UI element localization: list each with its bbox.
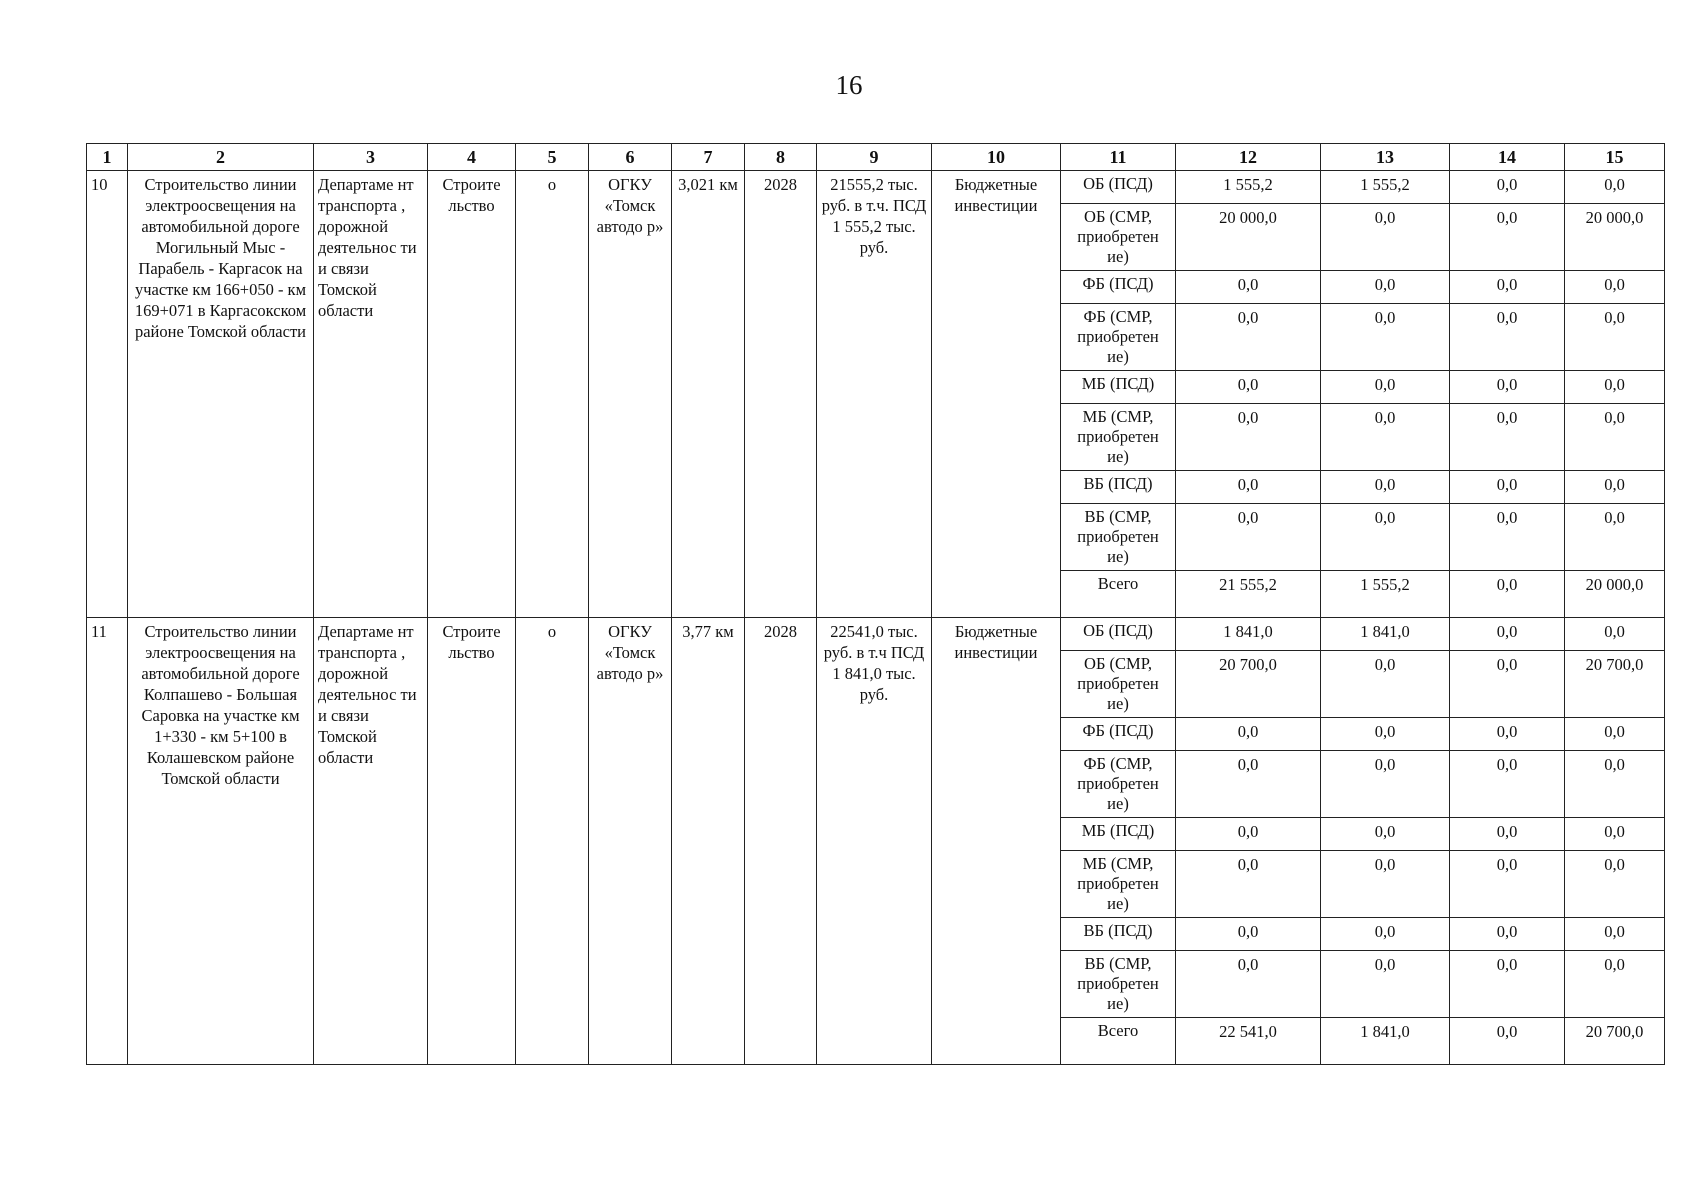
investment-table <box>86 143 1665 1065</box>
project-customer: ОГКУ «Томск автодо р» <box>589 618 672 1065</box>
col-header: 4 <box>428 144 516 171</box>
value-col15: 0,0 <box>1565 918 1665 951</box>
value-col15: 20 000,0 <box>1565 571 1665 618</box>
value-col14: 0,0 <box>1450 618 1565 651</box>
col-header: 7 <box>672 144 745 171</box>
value-col15: 20 700,0 <box>1565 1018 1665 1065</box>
funding-source: ОБ (СМР, приобретен ие) <box>1061 204 1176 271</box>
value-col13: 1 841,0 <box>1321 618 1450 651</box>
value-col14: 0,0 <box>1450 818 1565 851</box>
value-col12: 0,0 <box>1176 851 1321 918</box>
value-col13: 1 555,2 <box>1321 571 1450 618</box>
value-col14: 0,0 <box>1450 371 1565 404</box>
col-header: 6 <box>589 144 672 171</box>
col-header: 3 <box>314 144 428 171</box>
project-customer: ОГКУ «Томск автодо р» <box>589 171 672 618</box>
value-col13: 0,0 <box>1321 918 1450 951</box>
project-number: 11 <box>87 618 128 1065</box>
funding-source: МБ (СМР, приобретен ие) <box>1061 851 1176 918</box>
col-header: 1 <box>87 144 128 171</box>
value-col15: 0,0 <box>1565 171 1665 204</box>
value-col13: 0,0 <box>1321 751 1450 818</box>
value-col13: 0,0 <box>1321 718 1450 751</box>
value-col14: 0,0 <box>1450 1018 1565 1065</box>
project-cost: 22541,0 тыс. руб. в т.ч ПСД 1 841,0 тыс. руб. <box>817 618 932 1065</box>
table-body <box>87 171 1665 1065</box>
value-col13: 1 555,2 <box>1321 171 1450 204</box>
value-col12: 20 700,0 <box>1176 651 1321 718</box>
value-col15: 0,0 <box>1565 471 1665 504</box>
value-col14: 0,0 <box>1450 271 1565 304</box>
col-header: 8 <box>745 144 817 171</box>
project-col5: о <box>516 171 589 618</box>
project-type: Строите льство <box>428 618 516 1065</box>
col-header: 11 <box>1061 144 1176 171</box>
col-header: 13 <box>1321 144 1450 171</box>
value-col14: 0,0 <box>1450 851 1565 918</box>
project-cost: 21555,2 тыс. руб. в т.ч. ПСД 1 555,2 тыс. руб. <box>817 171 932 618</box>
funding-source: ВБ (СМР, приобретен ие) <box>1061 951 1176 1018</box>
value-col14: 0,0 <box>1450 204 1565 271</box>
value-col13: 0,0 <box>1321 504 1450 571</box>
project-form: Бюджетные инвестиции <box>932 618 1061 1065</box>
value-col14: 0,0 <box>1450 504 1565 571</box>
funding-source: ОБ (СМР, приобретен ие) <box>1061 651 1176 718</box>
value-col12: 22 541,0 <box>1176 1018 1321 1065</box>
value-col15: 0,0 <box>1565 304 1665 371</box>
funding-source: ОБ (ПСД) <box>1061 618 1176 651</box>
value-col12: 21 555,2 <box>1176 571 1321 618</box>
value-col15: 0,0 <box>1565 504 1665 571</box>
project-department: Департаме нт транспорта , дорожной деятельнос ти и связи Томской области <box>314 171 428 618</box>
col-header: 12 <box>1176 144 1321 171</box>
value-col12: 0,0 <box>1176 371 1321 404</box>
value-col13: 0,0 <box>1321 651 1450 718</box>
value-col14: 0,0 <box>1450 304 1565 371</box>
value-col15: 20 000,0 <box>1565 204 1665 271</box>
value-col15: 0,0 <box>1565 404 1665 471</box>
col-header: 5 <box>516 144 589 171</box>
value-col14: 0,0 <box>1450 751 1565 818</box>
value-col13: 0,0 <box>1321 818 1450 851</box>
value-col12: 0,0 <box>1176 504 1321 571</box>
value-col12: 0,0 <box>1176 471 1321 504</box>
col-header: 10 <box>932 144 1061 171</box>
value-col13: 0,0 <box>1321 204 1450 271</box>
project-department: Департаме нт транспорта , дорожной деятельнос ти и связи Томской области <box>314 618 428 1065</box>
funding-source: ВБ (СМР, приобретен ие) <box>1061 504 1176 571</box>
value-col12: 0,0 <box>1176 818 1321 851</box>
value-col15: 0,0 <box>1565 718 1665 751</box>
value-col12: 0,0 <box>1176 918 1321 951</box>
value-col12: 0,0 <box>1176 271 1321 304</box>
project-year: 2028 <box>745 171 817 618</box>
value-col13: 0,0 <box>1321 471 1450 504</box>
value-col13: 0,0 <box>1321 851 1450 918</box>
project-col5: о <box>516 618 589 1065</box>
funding-source-total: Всего <box>1061 1018 1176 1065</box>
col-header: 15 <box>1565 144 1665 171</box>
value-col14: 0,0 <box>1450 718 1565 751</box>
value-col12: 20 000,0 <box>1176 204 1321 271</box>
funding-source: МБ (ПСД) <box>1061 818 1176 851</box>
project-form: Бюджетные инвестиции <box>932 171 1061 618</box>
table-row <box>87 171 1665 204</box>
funding-source: ОБ (ПСД) <box>1061 171 1176 204</box>
project-capacity: 3,021 км <box>672 171 745 618</box>
funding-source: ВБ (ПСД) <box>1061 918 1176 951</box>
table-row <box>87 618 1665 651</box>
funding-source: ФБ (СМР, приобретен ие) <box>1061 304 1176 371</box>
value-col13: 0,0 <box>1321 404 1450 471</box>
funding-source: ФБ (ПСД) <box>1061 718 1176 751</box>
value-col14: 0,0 <box>1450 651 1565 718</box>
value-col14: 0,0 <box>1450 918 1565 951</box>
value-col15: 0,0 <box>1565 618 1665 651</box>
project-year: 2028 <box>745 618 817 1065</box>
value-col12: 0,0 <box>1176 304 1321 371</box>
value-col12: 1 555,2 <box>1176 171 1321 204</box>
project-name: Строительство линии электроосвещения на автомобильной дороге Могильный Мыс - Парабель - Каргасок на участке км 166+050 - км 169+071 в Каргасокском районе Томской области <box>128 171 314 618</box>
col-header: 2 <box>128 144 314 171</box>
value-col14: 0,0 <box>1450 571 1565 618</box>
value-col15: 0,0 <box>1565 751 1665 818</box>
col-header: 14 <box>1450 144 1565 171</box>
value-col12: 0,0 <box>1176 404 1321 471</box>
value-col12: 0,0 <box>1176 751 1321 818</box>
value-col13: 0,0 <box>1321 271 1450 304</box>
funding-source-total: Всего <box>1061 571 1176 618</box>
value-col14: 0,0 <box>1450 951 1565 1018</box>
value-col14: 0,0 <box>1450 471 1565 504</box>
project-number: 10 <box>87 171 128 618</box>
value-col15: 0,0 <box>1565 818 1665 851</box>
funding-source: ФБ (ПСД) <box>1061 271 1176 304</box>
value-col13: 0,0 <box>1321 371 1450 404</box>
value-col12: 0,0 <box>1176 951 1321 1018</box>
value-col12: 0,0 <box>1176 718 1321 751</box>
value-col14: 0,0 <box>1450 171 1565 204</box>
project-capacity: 3,77 км <box>672 618 745 1065</box>
value-col15: 0,0 <box>1565 851 1665 918</box>
funding-source: ВБ (ПСД) <box>1061 471 1176 504</box>
value-col13: 0,0 <box>1321 304 1450 371</box>
value-col13: 1 841,0 <box>1321 1018 1450 1065</box>
project-type: Строите льство <box>428 171 516 618</box>
value-col12: 1 841,0 <box>1176 618 1321 651</box>
value-col15: 20 700,0 <box>1565 651 1665 718</box>
value-col15: 0,0 <box>1565 951 1665 1018</box>
funding-source: ФБ (СМР, приобретен ие) <box>1061 751 1176 818</box>
value-col15: 0,0 <box>1565 271 1665 304</box>
funding-source: МБ (СМР, приобретен ие) <box>1061 404 1176 471</box>
project-name: Строительство линии электроосвещения на автомобильной дороге Колпашево - Большая Саровка на участке км 1+330 - км 5+100 в Колашевском районе Томской области <box>128 618 314 1065</box>
value-col14: 0,0 <box>1450 404 1565 471</box>
funding-source: МБ (ПСД) <box>1061 371 1176 404</box>
value-col15: 0,0 <box>1565 371 1665 404</box>
col-header: 9 <box>817 144 932 171</box>
value-col13: 0,0 <box>1321 951 1450 1018</box>
header-row <box>87 144 1665 171</box>
page-number: 16 <box>835 70 863 100</box>
